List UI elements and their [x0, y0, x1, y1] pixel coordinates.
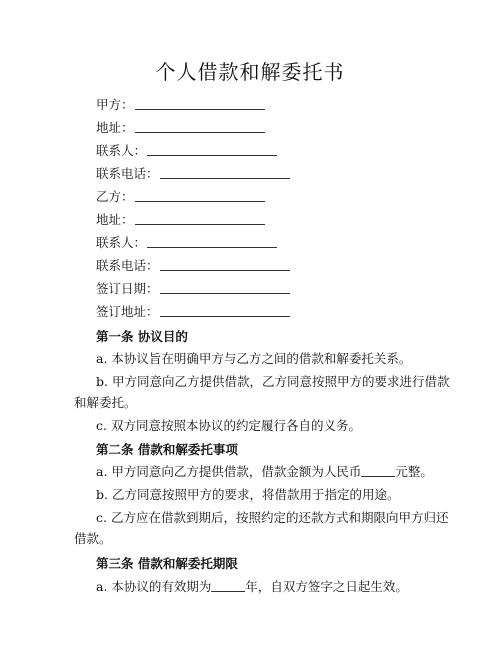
clause-text-pre: a. 本协议的有效期为 — [96, 579, 212, 594]
document-title: 个人借款和解委托书 — [155, 60, 345, 84]
field-label: 签订地址： — [96, 304, 159, 319]
clause-text: b. 甲方同意向乙方提供借款，乙方同意按照甲方的要求进行借款 — [96, 374, 450, 389]
blank-line — [160, 281, 290, 294]
section-heading: 第三条 借款和解委托期限 — [96, 556, 238, 571]
blank-line — [361, 465, 395, 477]
section-heading: 第二条 借款和解委托事项 — [96, 442, 238, 457]
blank-line — [160, 304, 290, 317]
clause-text: c. 乙方应在借款到期后，按照约定的还款方式和期限向甲方归还 — [96, 510, 449, 525]
clause-text — [96, 577, 408, 595]
field-party-b — [96, 187, 265, 205]
clause-text — [96, 462, 433, 480]
blank-line — [160, 166, 290, 179]
field-contact-b — [96, 233, 277, 251]
field-label: 乙方： — [96, 189, 134, 204]
clause-text: a. 本协议旨在明确甲方与乙方之间的借款和解委托关系。 — [96, 351, 412, 366]
field-sign-place — [96, 302, 290, 320]
field-label: 联系电话： — [96, 258, 159, 273]
clause-text: b. 乙方同意按照甲方的要求，将借款用于指定的用途。 — [96, 487, 400, 502]
field-address-a — [96, 118, 265, 136]
field-label: 签订日期： — [96, 281, 159, 296]
field-label: 联系电话： — [96, 166, 159, 181]
field-phone-b — [96, 256, 290, 274]
blank-line — [135, 189, 265, 202]
clause-text: c. 双方同意按照本协议的约定履行各自的义务。 — [96, 418, 361, 433]
blank-line — [135, 120, 265, 133]
blank-line — [147, 235, 277, 248]
blank-line — [135, 97, 265, 110]
section-heading: 第一条 协议目的 — [96, 329, 188, 344]
field-sign-date — [96, 279, 290, 297]
field-contact-a — [96, 141, 277, 159]
field-address-b — [96, 210, 265, 228]
clause-text-post: 年，自双方签字之日起生效。 — [245, 579, 408, 594]
field-phone-a — [96, 164, 290, 182]
blank-line — [211, 580, 245, 592]
field-label: 地址： — [96, 212, 134, 227]
field-party-a — [96, 95, 265, 113]
blank-line — [135, 212, 265, 225]
clause-text-pre: a. 甲方同意向乙方提供借款，借款金额为人民币 — [96, 464, 362, 479]
blank-line — [160, 258, 290, 271]
field-label: 地址： — [96, 120, 134, 135]
clause-continuation: 和解委托。 — [74, 395, 137, 410]
clause-continuation: 借款。 — [74, 531, 112, 546]
blank-line — [147, 143, 277, 156]
field-label: 联系人： — [96, 235, 147, 250]
clause-text-post: 元整。 — [395, 464, 433, 479]
field-label: 联系人： — [96, 143, 147, 158]
field-label: 甲方： — [96, 97, 134, 112]
